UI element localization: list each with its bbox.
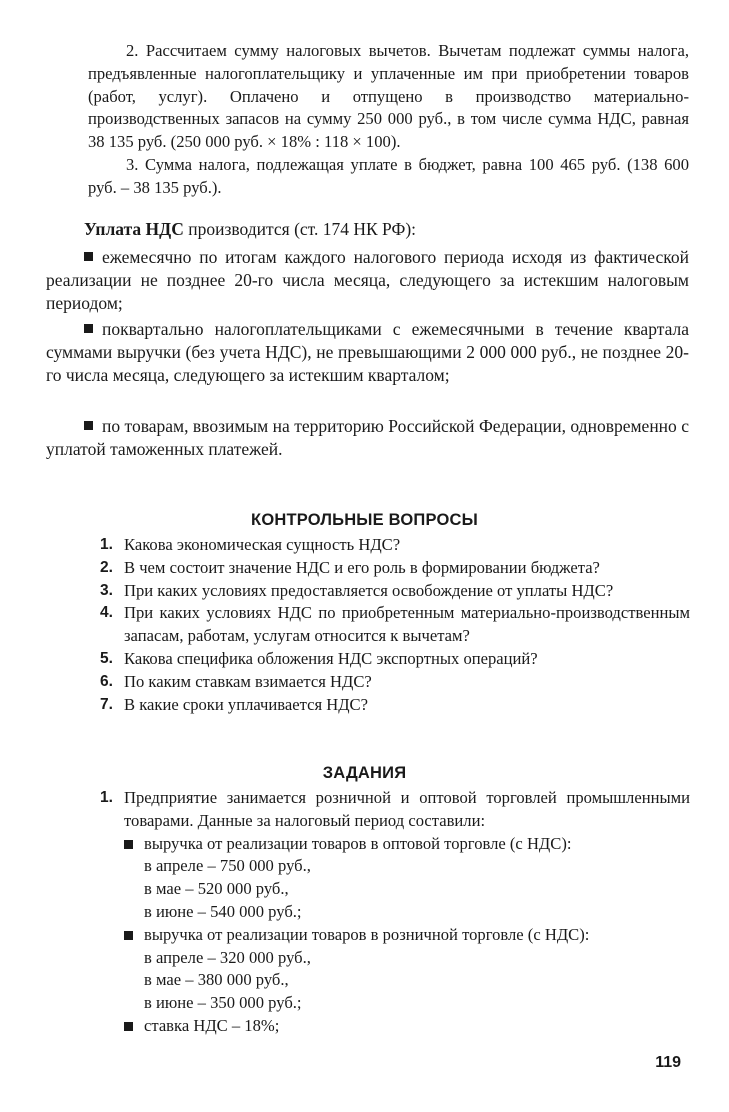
question-text: В чем состоит значение НДС и его роль в формировании бюджета?: [124, 557, 600, 577]
wholesale-may: в мае – 520 000 руб.,: [144, 879, 289, 899]
retail-may: в мае – 380 000 руб.,: [144, 970, 289, 990]
wholesale-june: в июне – 540 000 руб.;: [144, 901, 302, 921]
question-number: 7.: [100, 695, 113, 713]
question-number: 4.: [100, 604, 113, 622]
square-bullet-icon: [124, 931, 133, 940]
wholesale-label: выручка от реализации товаров в оптовой торговле (с НДС):: [144, 833, 572, 853]
question-number: 6.: [100, 672, 113, 690]
payment-item-1: [46, 246, 689, 316]
question-text: Какова экономическая сущность НДС?: [124, 535, 401, 554]
question-text: При каких условиях предоставляется освобождение от уплаты НДС?: [124, 580, 614, 600]
payment-lead: [46, 218, 689, 241]
list-item: [100, 602, 690, 648]
questions-heading: КОНТРОЛЬНЫЕ ВОПРОСЫ: [251, 511, 478, 529]
rate-text: ставка НДС – 18%;: [144, 1015, 280, 1035]
question-text: По каким ставкам взимается НДС?: [124, 671, 372, 691]
question-number: 1.: [100, 536, 113, 553]
list-item: [100, 671, 690, 694]
question-text: В какие сроки уплачивается НДС?: [124, 694, 368, 714]
questions-list: [100, 534, 690, 716]
paragraph-deductions: 2. Рассчитаем сумму налоговых вычетов. Вычетам подлежат суммы налога, предъявленные налогоплательщику и уплаченные им при приобретении товаров (работ, услуг). Оплачено и отпущено в производство материально-производственных запасов на сумму 250 000 руб., в том числе сумма НДС, равная 38 135 руб. (250 000 руб. × 18% : 118 × 100).: [88, 41, 689, 152]
payment-item-text: ежемесячно по итогам каждого налогового периода исходя из фактической реализации не позднее 20-го числа месяца, следующего за истекшим налоговым периодом;: [46, 247, 689, 314]
question-text: При каких условиях НДС по приобретенным материально-производственным запасам, работам, услугам относится к вычетам?: [124, 603, 690, 646]
list-item: [100, 694, 690, 717]
rate-item: [124, 1015, 690, 1038]
wholesale-april: в апреле – 750 000 руб.,: [144, 856, 311, 876]
payment-item-2: [46, 318, 689, 388]
task-1-data: [100, 833, 690, 1038]
wholesale-item: [124, 833, 690, 856]
payment-item-text: поквартально налогоплательщиками с ежемесячными в течение квартала суммами выручки (без учета НДС), не превышающими 2 000 000 руб., не позднее 20-го числа месяца, следующего за истекшим кварталом;: [46, 319, 689, 386]
task-1: [100, 787, 690, 1038]
task-number: 1.: [100, 789, 113, 806]
square-bullet-icon: [84, 421, 93, 430]
retail-april: в апреле – 320 000 руб.,: [144, 947, 311, 967]
retail-item: [124, 924, 690, 947]
list-item: [100, 580, 690, 603]
retail-label: выручка от реализации товаров в розничной торговле (с НДС):: [144, 924, 590, 944]
task-intro: Предприятие занимается розничной и оптовой торговлей промышленными товарами. Данные за налоговый период составили:: [124, 788, 690, 830]
list-item: [100, 534, 690, 557]
retail-june: в июне – 350 000 руб.;: [144, 993, 302, 1013]
tasks-heading: ЗАДАНИЯ: [322, 764, 407, 782]
square-bullet-icon: [124, 1022, 133, 1031]
square-bullet-icon: [84, 252, 93, 261]
page-number: 119: [655, 1054, 681, 1071]
question-number: 5.: [100, 649, 113, 667]
payment-item-text: по товарам, ввозимым на территорию Российской Федерации, одновременно с уплатой таможенных платежей.: [46, 416, 689, 460]
square-bullet-icon: [84, 324, 93, 333]
payment-lead-bold: Уплата НДС: [84, 219, 184, 239]
list-item: [100, 648, 690, 671]
list-item: [100, 557, 690, 580]
paragraph-tax-payable: 3. Сумма налога, подлежащая уплате в бюджет, равна 100 465 руб. (138 600 руб. – 38 135 руб.).: [88, 155, 689, 197]
question-text: Какова специфика обложения НДС экспортных операций?: [124, 648, 538, 668]
question-number: 2.: [100, 558, 113, 576]
payment-lead-rest: производится (ст. 174 НК РФ):: [183, 219, 417, 239]
payment-item-3: [46, 415, 689, 461]
question-number: 3.: [100, 581, 113, 599]
square-bullet-icon: [124, 840, 133, 849]
